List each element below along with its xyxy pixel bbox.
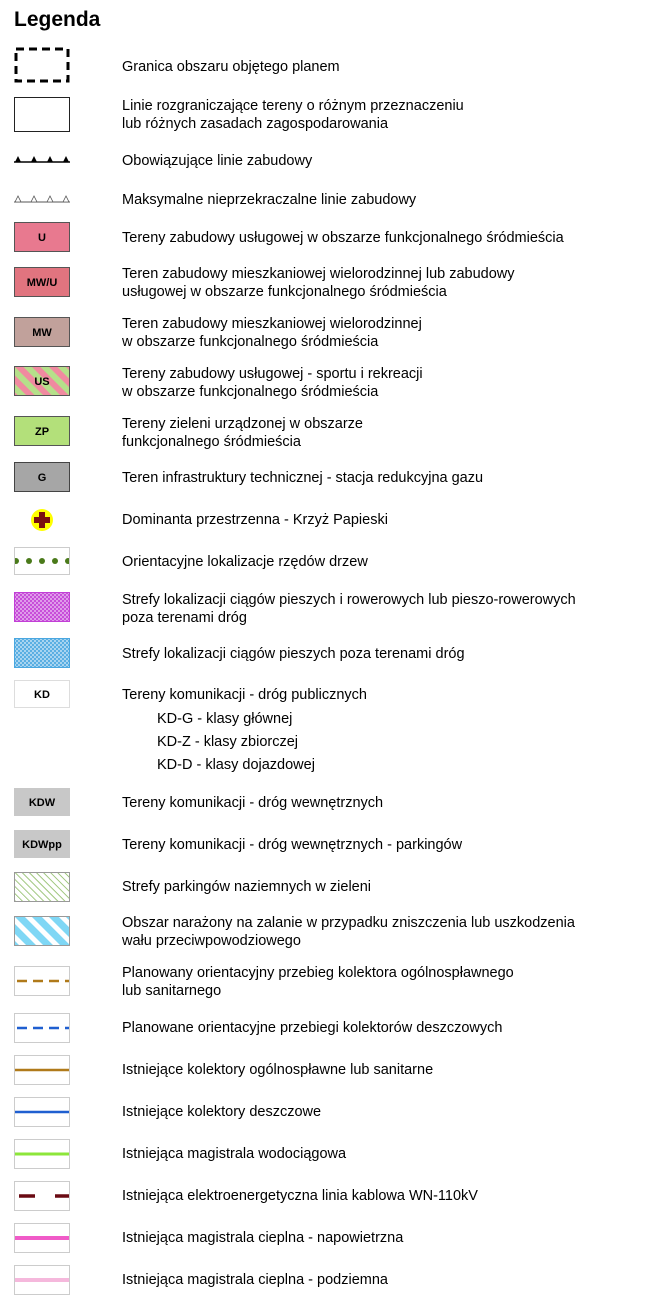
legend-label: Istniejące kolektory ogólnospławne lub sanitarne xyxy=(122,1062,434,1078)
legend-label: Obszar narażony na zalanie w przypadku zniszczenia lub uszkodzenia wału przeciwpowodziowego xyxy=(122,915,575,949)
existing-sewer-symbol xyxy=(14,1055,70,1085)
US-symbol xyxy=(14,366,70,396)
legend-label: Strefy lokalizacji ciągów pieszych poza terenami dróg xyxy=(122,646,465,662)
tree-rows-symbol xyxy=(14,547,70,575)
legend-label: Tereny zabudowy usługowej w obszarze funkcjonalnego śródmieścia xyxy=(122,230,564,246)
KD-Z-label: KD-Z - klasy zbiorczej xyxy=(157,734,298,750)
MW-U-code: MW/U xyxy=(26,277,58,289)
heat-underground-symbol xyxy=(14,1265,70,1295)
KDW-code: KDW xyxy=(28,797,56,809)
legend-label: Planowane orientacyjne przebiegi kolektorów deszczowych xyxy=(122,1020,503,1036)
legend-label: Istniejąca elektroenergetyczna linia kablowa WN-110kV xyxy=(122,1188,478,1204)
mandatory-building-lines-symbol xyxy=(14,150,70,170)
G-code: G xyxy=(37,472,47,484)
KDWpp-symbol xyxy=(14,830,70,858)
ped-bike-zones-symbol xyxy=(14,592,70,622)
G-symbol xyxy=(14,462,70,492)
legend-label: Strefy lokalizacji ciągów pieszych i rowerowych lub pieszo-rowerowych poza terenami dróg xyxy=(122,592,576,626)
legend-label: Tereny komunikacji - dróg wewnętrznych - parkingów xyxy=(122,837,463,853)
KD-symbol xyxy=(14,680,70,708)
legend-label: Istniejąca magistrala wodociągowa xyxy=(122,1146,347,1162)
KD-G-label: KD-G - klasy głównej xyxy=(157,711,293,727)
KDW-symbol xyxy=(14,788,70,816)
legend-label: Tereny komunikacji - dróg publicznych xyxy=(122,687,367,703)
legend-label: Tereny zieleni urządzonej w obszarze funkcjonalnego śródmieścia xyxy=(122,416,363,450)
legend-label: Strefy parkingów naziemnych w zieleni xyxy=(122,879,372,895)
legend-label: Teren zabudowy mieszkaniowej wielorodzinnej w obszarze funkcjonalnego śródmieścia xyxy=(122,316,422,350)
KDWpp-code: KDWpp xyxy=(22,839,62,851)
legend-label: Teren zabudowy mieszkaniowej wielorodzinnej lub zabudowy usługowej w obszarze funkcjonalnego śródmieścia xyxy=(122,266,515,300)
parking-green-symbol xyxy=(14,872,70,902)
planned-storm-symbol xyxy=(14,1013,70,1043)
legend-label: Istniejąca magistrala cieplna - napowietrzna xyxy=(122,1230,404,1246)
legend-label: Maksymalne nieprzekraczalne linie zabudowy xyxy=(122,192,417,208)
ped-zones-symbol xyxy=(14,638,70,668)
legend-label: Dominanta przestrzenna - Krzyż Papieski xyxy=(122,512,388,528)
legend-label: Istniejąca magistrala cieplna - podziemna xyxy=(122,1272,388,1288)
legend-label: Obowiązujące linie zabudowy xyxy=(122,153,313,169)
heat-overhead-symbol xyxy=(14,1223,70,1253)
legend-label: Linie rozgraniczające tereny o różnym przeznaczeniu lub różnych zasadach zagospodarowania xyxy=(122,98,464,132)
KD-D-label: KD-D - klasy dojazdowej xyxy=(157,757,315,773)
legend-label: Planowany orientacyjny przebieg kolektora ogólnospławnego lub sanitarnego xyxy=(122,965,514,999)
MW-code: MW xyxy=(32,327,52,339)
max-building-lines-symbol xyxy=(14,189,70,209)
legend-label: Granica obszaru objętego planem xyxy=(122,59,340,75)
existing-storm-symbol xyxy=(14,1097,70,1127)
ZP-symbol xyxy=(14,416,70,446)
cross-icon xyxy=(14,505,70,535)
division-lines-symbol xyxy=(14,97,70,132)
US-code: US xyxy=(34,376,50,388)
planned-sewer-symbol xyxy=(14,966,70,996)
legend-title: Legenda xyxy=(14,8,101,31)
flood-symbol xyxy=(14,916,70,946)
MW-symbol xyxy=(14,317,70,347)
KD-code: KD xyxy=(34,689,50,701)
boundary-symbol xyxy=(14,47,70,83)
legend-label: Tereny zabudowy usługowej - sportu i rekreacji w obszarze funkcjonalnego śródmieścia xyxy=(122,366,423,400)
MW-U-symbol xyxy=(14,267,70,297)
legend-label: Istniejące kolektory deszczowe xyxy=(122,1104,322,1120)
legend-label: Orientacyjne lokalizacje rzędów drzew xyxy=(122,554,368,570)
power-line-symbol xyxy=(14,1181,70,1211)
ZP-code: ZP xyxy=(34,426,50,438)
legend-label: Teren infrastruktury technicznej - stacja redukcyjna gazu xyxy=(122,470,484,486)
U-code: U xyxy=(38,232,46,244)
water-main-symbol xyxy=(14,1139,70,1169)
legend-label: Tereny komunikacji - dróg wewnętrznych xyxy=(122,795,384,811)
U-symbol xyxy=(14,222,70,252)
